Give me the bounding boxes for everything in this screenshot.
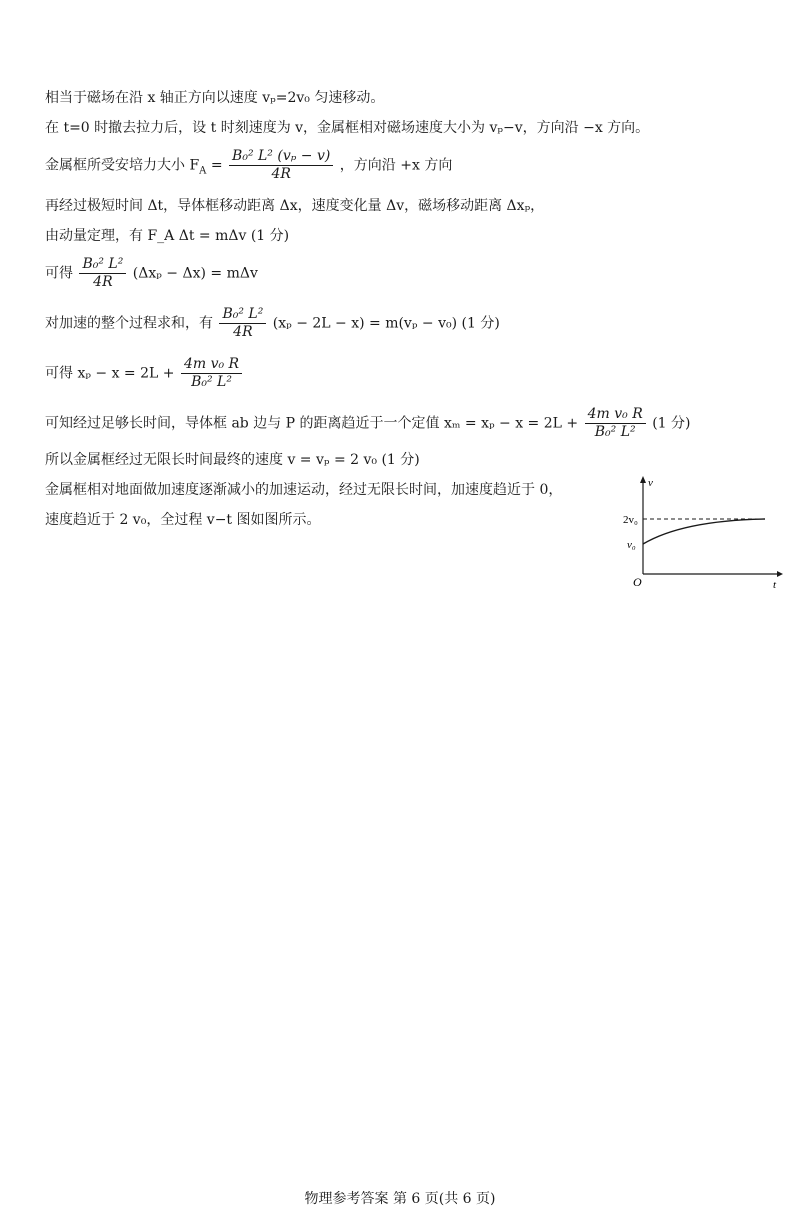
fraction-numerator: B₀² L² bbox=[79, 256, 126, 274]
ampere-force-fraction bbox=[229, 148, 333, 183]
result-prefix: 可得 bbox=[45, 265, 73, 282]
sum-fraction bbox=[219, 306, 266, 341]
text-line-1: 相当于磁场在沿 x 轴正方向以速度 vₚ=2v₀ 匀速移动。 bbox=[45, 90, 385, 106]
ampere-force-subscript: A bbox=[199, 165, 207, 177]
ampere-force-prefix: 金属框所受安培力大小 F bbox=[45, 157, 200, 174]
text-line-8 bbox=[45, 356, 244, 391]
v-axis-label: v bbox=[648, 477, 653, 489]
fraction-denominator: B₀² L² bbox=[594, 424, 636, 440]
text-line-3 bbox=[45, 148, 452, 183]
fraction-denominator: 4R bbox=[271, 166, 291, 182]
text-line-2: 在 t=0 时撤去拉力后，设 t 时刻速度为 v，金属框相对磁场速度大小为 vₚ−v，方向沿 −x 方向。 bbox=[45, 120, 650, 136]
velocity-curve bbox=[643, 519, 765, 544]
ampere-force-eq: = bbox=[206, 157, 223, 174]
text-line-11: 金属框相对地面做加速度逐渐减小的加速运动，经过无限长时间，加速度趋近于 0， bbox=[45, 482, 563, 498]
displacement-fraction bbox=[181, 356, 242, 391]
result-suffix: (Δxₚ − Δx) = mΔv bbox=[132, 265, 258, 282]
text-line-9 bbox=[45, 406, 690, 441]
fraction-denominator: 4R bbox=[93, 274, 113, 290]
t-axis-arrow bbox=[777, 571, 783, 577]
fraction-denominator: 4R bbox=[233, 324, 253, 340]
level-2v0-label: 2v₀ bbox=[623, 514, 638, 526]
text-line-12: 速度趋近于 2 v₀，全过程 v−t 图如图所示。 bbox=[45, 512, 321, 528]
displacement-prefix: 可得 xₚ − x = 2L + bbox=[45, 365, 175, 382]
distance-suffix: (1 分) bbox=[652, 415, 691, 432]
fraction-numerator: 4m v₀ R bbox=[585, 406, 646, 424]
fraction-numerator: B₀² L² bbox=[219, 306, 266, 324]
t-axis-label: t bbox=[773, 579, 777, 591]
fraction-numerator: 4m v₀ R bbox=[181, 356, 242, 374]
page-footer: 物理参考答案 第 6 页(共 6 页) bbox=[304, 1191, 496, 1207]
v-axis-arrow bbox=[640, 476, 646, 483]
distance-prefix: 可知经过足够长时间，导体框 ab 边与 P 的距离趋近于一个定值 xₘ = xₚ − x = 2L + bbox=[45, 415, 579, 432]
text-line-6 bbox=[45, 256, 258, 291]
text-line-5: 由动量定理，有 F_A Δt = mΔv (1 分) bbox=[45, 228, 290, 244]
fraction-numerator: B₀² L² (vₚ − v) bbox=[229, 148, 333, 166]
level-v0-label: v₀ bbox=[627, 539, 636, 551]
fraction-denominator: B₀² L² bbox=[191, 374, 232, 390]
ampere-force-direction: ，方向沿 +x 方向 bbox=[339, 157, 453, 174]
result-fraction bbox=[79, 256, 126, 291]
v-t-graph bbox=[615, 472, 785, 592]
sum-prefix: 对加速的整个过程求和，有 bbox=[45, 315, 213, 332]
sum-suffix: (xₚ − 2L − x) = m(vₚ − v₀) (1 分) bbox=[272, 315, 500, 332]
text-line-10: 所以金属框经过无限长时间最终的速度 v = vₚ = 2 v₀ (1 分) bbox=[45, 452, 420, 468]
text-line-4: 再经过极短时间 Δt，导体框移动距离 Δx，速度变化量 Δv，磁场移动距离 Δxₚ， bbox=[45, 198, 545, 214]
distance-fraction bbox=[585, 406, 646, 441]
origin-label: O bbox=[633, 575, 642, 589]
text-line-7 bbox=[45, 306, 500, 341]
